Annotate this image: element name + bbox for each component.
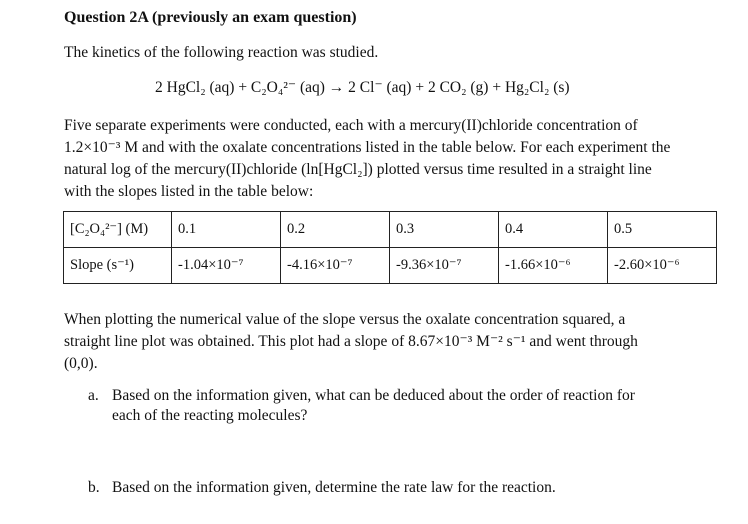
plot-description: When plotting the numerical value of the slope versus the oxalate concentration squared, a straight line plot was obtained. This plot had a slope of 8.67×10⁻³ M⁻² s⁻¹ and went through (0,0). <box>64 311 638 372</box>
table-cell: 0.5 <box>608 212 717 248</box>
question-b <box>88 478 668 498</box>
question-text: Based on the information given, what can be deduced about the order of reaction for each of the reacting molecules? <box>112 387 635 424</box>
table-cell: 0.1 <box>172 212 281 248</box>
question-label: a. <box>88 387 99 404</box>
table-cell: 0.3 <box>390 212 499 248</box>
table-row <box>64 212 717 248</box>
table-cell: -9.36×10⁻⁷ <box>390 248 499 284</box>
table-cell: -1.66×10⁻⁶ <box>499 248 608 284</box>
table-cell: 0.4 <box>499 212 608 248</box>
experiment-description: Five separate experiments were conducted, each with a mercury(II)chloride concentration of 1.2×10⁻³ M and with the oxalate concentrations listed in the table below. For each experiment the natural log of the mercury(II)chloride (ln[HgCl₂]) plotted versus time resulted in a straight line with the slopes listed in the table below: <box>64 117 671 200</box>
table-cell: -4.16×10⁻⁷ <box>281 248 390 284</box>
question-title: Question 2A (previously an exam question) <box>64 9 357 26</box>
intro-text: The kinetics of the following reaction was studied. <box>64 44 379 61</box>
question-a <box>88 386 668 426</box>
question-label: b. <box>88 479 100 496</box>
question-text: Based on the information given, determine the rate law for the reaction. <box>112 479 556 496</box>
reaction-equation: 2 HgCl₂ (aq) + C₂O₄²⁻ (aq) → 2 Cl⁻ (aq) + 2 CO₂ (g) + Hg₂Cl₂ (s) <box>155 79 570 96</box>
table-row <box>64 248 717 284</box>
row-header-concentration: [C₂O₄²⁻] (M) <box>64 212 172 248</box>
table-cell: -1.04×10⁻⁷ <box>172 248 281 284</box>
table-cell: 0.2 <box>281 212 390 248</box>
data-table <box>63 211 717 284</box>
table-cell: -2.60×10⁻⁶ <box>608 248 717 284</box>
row-header-slope: Slope (s⁻¹) <box>64 248 172 284</box>
